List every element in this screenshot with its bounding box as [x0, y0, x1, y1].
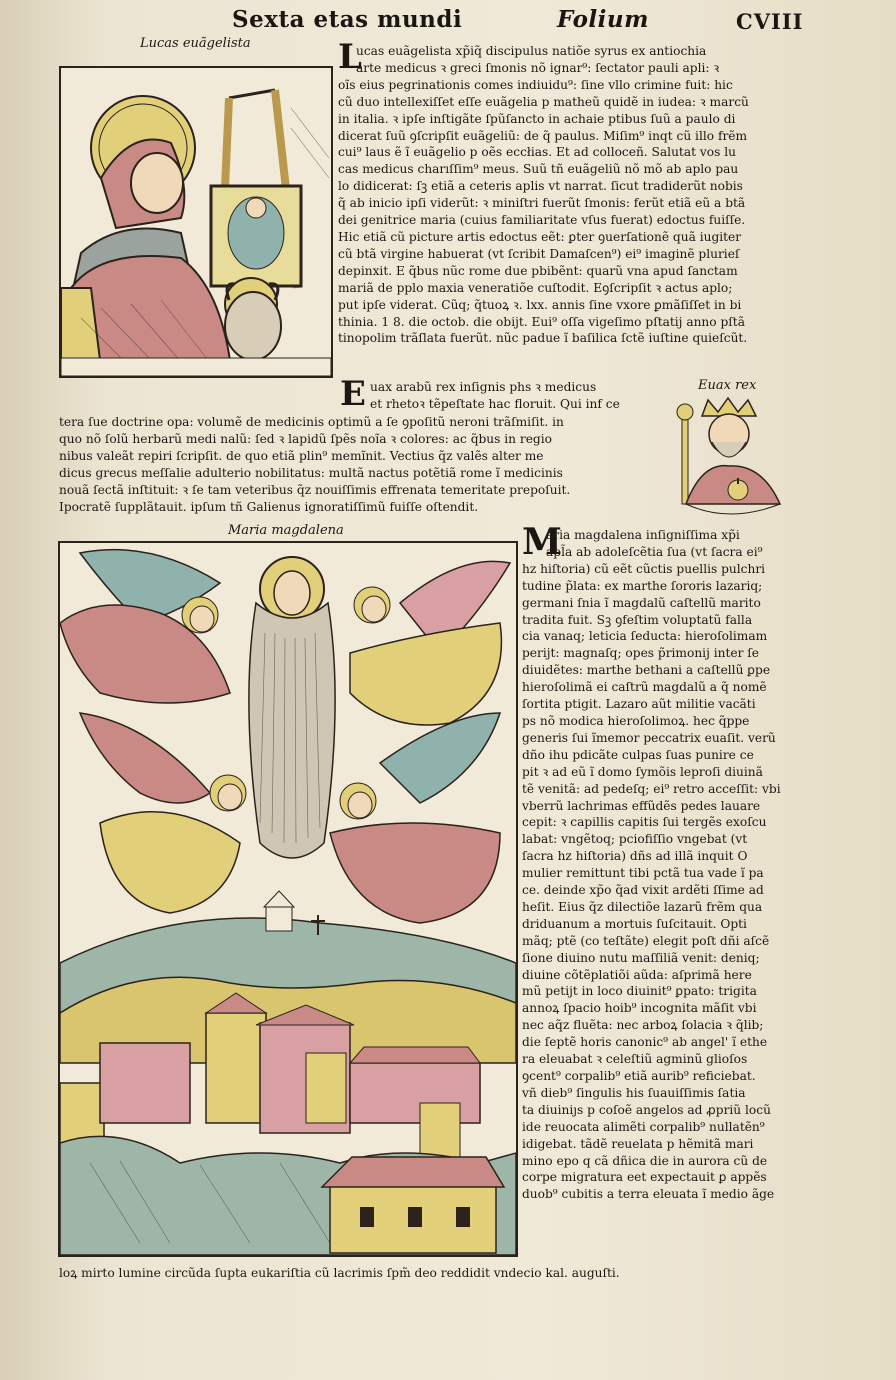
text-line: mãq; ptẽ (co teſtãte) elegit poſt dñi aſcẽ: [522, 933, 770, 948]
text-line: mũ petijt in loco diuinit⁹ ꝑpato: trigita: [522, 984, 757, 999]
text-line: ce. deinde xp̃o q̃ad vixit ardẽti ſſime ad: [522, 883, 764, 898]
maria-woodcut-drawing: [60, 543, 516, 1255]
text-line: perijt: magnaſq; opes p̃rimonij inter ſe: [522, 646, 760, 661]
text-line: oĩs eius pegrinationis comes indiuidu⁹: ſine vllo crimine fuit: hic: [338, 77, 733, 92]
running-title: Sexta etas mundi: [232, 6, 463, 33]
maria-final-line: [59, 1265, 815, 1285]
text-line: ide reuocata alimẽti corpalib⁹ nullatẽn⁹: [522, 1119, 765, 1134]
text-line: dño ihu pdicãte culpas ſuas punire ce: [522, 747, 754, 762]
text-line: nec aq̃z fluẽta: nec arboꝝ ſolacia ꝛ q̃lib;: [522, 1018, 764, 1033]
text-line: diuidẽtes: marthe bethani a caſtellũ ꝑpe: [522, 663, 771, 678]
text-line: ſortita ptigit. Lazaro aũt militie vacãti: [522, 697, 756, 712]
text-line: hieroſolimã ei caſtrũ magdalũ a q̃ nomẽ: [522, 680, 767, 695]
text-line: diuine cõtẽplatiõi aũda: aſprimã here: [522, 967, 752, 982]
text-line: quo nõ ſolũ herbarũ medi nalũ: ſed ꝛ lapidũ ſpẽs noĩa ꝛ colores: ac q̃bus in regio: [59, 431, 552, 446]
text-line: dicus grecus meſſalie adulterio nobilitatus: multã nactus potẽtiã rome ĩ medicinis: [59, 465, 563, 480]
text-line: nouã ſectã inſtituit: ꝛ ſe tam veteribus q̃z nouiſſimis effrenata temeritate prepoſuit.: [59, 482, 571, 497]
text-line: annoꝝ ſpacio hoib⁹ incognita mãſit vbi: [522, 1001, 757, 1016]
folio-number: CVIII: [736, 9, 804, 34]
text-line: cũ duo intellexiſſet eſſe euãgelia p matheũ quidẽ in iudea: ꝛ marcũ: [338, 94, 749, 109]
folium-label: Folium: [557, 6, 649, 33]
text-line: in italia. ꝛ ipſe inſtigãte ſpũſancto in achaie ptibus ſuũ a paulo di: [338, 111, 736, 126]
text-line: vberrũ lachrimas effũdẽs pedes lauare: [522, 798, 761, 813]
text-line: cũ btã virgine habuerat (vt ſcribit Damaſcen⁹) ei⁹ imaginẽ plurieſ: [338, 246, 740, 261]
text-line: driduanum a mortuis ſuſcitauit. Opti: [522, 916, 747, 931]
text-line: depinxit. E q̃bus nũc rome due pbibẽnt: quarũ vna apud ſanctam: [338, 263, 738, 278]
text-line: ꝯcent⁹ corpalib⁹ etiã aurib⁹ reficiebat.: [522, 1069, 756, 1083]
text-line: tera ſue doctrine opa: volumẽ de medicinis optimũ a ſe ꝯpoſitũ neroni trãſmiſit. in: [59, 415, 564, 429]
text-line: lo didicerat: ſꝫ etiã a ceteris aplis vt narrat. ſicut tradiderũt nobis: [338, 179, 743, 194]
text-line: generis ſui ĩmemor peccatrix euaſit. verũ: [522, 730, 776, 745]
text-line: ſione diuino nutu maſſiliã venit: deniq;: [522, 950, 760, 965]
text-line: ucas euãgelista xp̃iq̃ discipulus natiõe syrus ex antiochia: [356, 44, 707, 58]
text-line: cia vanaq; leticia ſeducta: hieroſolimam: [522, 629, 768, 644]
text-line: mariã de pplo maxia veneratiõe cuſtodit. Eꝯſcripſit ꝛ actus aplo;: [338, 280, 733, 295]
lucas-caption: Lucas euãgelista: [140, 36, 251, 51]
text-line: mulier remittunt tibi pctã tua vade ĩ pa: [522, 866, 764, 881]
text-line: pit ꝛ ad eũ ĩ domo ſymõis leproſi diuinã: [522, 764, 763, 779]
lucas-woodcut: [59, 66, 333, 378]
text-line: put ipſe viderat. Cũq; q̃tuoꝝ ꝛ. lxx. annis ſine vxore ꝑmãſiſſet in bi: [338, 297, 742, 312]
text-line: uax arabũ rex inſignis phs ꝛ medicus: [370, 380, 597, 394]
euax-woodcut-drawing: [672, 394, 786, 524]
euax-drop-cap: E: [340, 374, 366, 414]
maria-woodcut: [58, 541, 518, 1257]
text-line: ta diuiniȷs p coſoẽ angelos ad ꝓpriũ locũ: [522, 1102, 771, 1117]
euax-woodcut: [672, 394, 786, 524]
text-line: duob⁹ cubitis a terra eleuata ĩ medio ãge: [522, 1187, 775, 1202]
text-line: dicerat ſuũ ꝯſcripſit euãgeliũ: de q̃ paulus. Miſim⁹ inqt cũ illo frẽm: [338, 128, 748, 143]
text-line: ps nõ modica hieroſolimoꝝ. hec q̃ppe: [522, 713, 750, 728]
maria-drop-cap: M: [522, 521, 562, 563]
euax-text-short: [370, 379, 670, 415]
maria-caption: Maria magdalena: [228, 523, 344, 538]
text-line: germani ſnia ĩ magdalũ caſtellũ marito: [522, 595, 761, 610]
text-line: aria magdalena inſigniſſima xp̃i: [546, 528, 740, 542]
euax-caption: Euax rex: [698, 378, 757, 393]
text-line: nibus valeãt repiri ſcripſit. de quo etiã plin⁹ memĩnit. Vectius q̃z valẽs alter me: [59, 448, 544, 463]
text-line: cas medicus charıſſim⁹ meus. Suũ tñ euãgeliũ nõ mõ ab aplo pau: [338, 162, 739, 177]
text-line: mino epo q cã dñica die in aurora cũ de: [522, 1153, 768, 1168]
text-line: tinopolim trãſlata fuerũt. nũc padue ĩ baſilica ſctẽ iuſtine quieſcũt.: [338, 331, 748, 346]
text-line: cepit: ꝛ capillis capitis ſui tergẽs exoſcu: [522, 815, 767, 830]
maria-text: [522, 527, 814, 1269]
lucas-text: [338, 43, 816, 383]
text-line: arte medicus ꝛ greci ſmonis nõ ignar⁹: ſectator pauli apli: ꝛ: [356, 60, 720, 75]
text-line: dei genitrice maria (cuius familiaritate vſus fuerat) edoctus fuiſſe.: [338, 213, 746, 228]
text-line: ſacra hz hiſtoria) dñs ad illã inquit O: [522, 849, 748, 864]
text-line: apl̃a ab adoleſcẽtia ſua (vt ſacra ei⁹: [546, 544, 763, 559]
text-line: q̃ ab inicio ipſi viderũt: ꝛ miniſtri fuerũt ſmonis: ferũt etiã eũ a btã: [338, 196, 746, 211]
text-line: loꝝ mirto lumine circũda ſupta eukariſtia cũ lacrimis ſpm̃ deo reddidit vndecio kal. auguſti.: [59, 1266, 620, 1280]
text-line: Hic etiã cũ picture artis edoctus eẽt: ꝑter ꝯuerſationẽ quã iugiter: [338, 229, 742, 244]
text-line: thinia. 1 8. die octob. die obijt. Eui⁹ oſſa vigeſimo pſtatij anno pſtã: [338, 314, 745, 329]
text-line: tẽ venitã: ad pedeſq; ei⁹ retro acceſſit: vbi: [522, 781, 781, 796]
lucas-drop-cap: L: [338, 37, 362, 77]
text-line: Ipocratẽ ſupplãtauit. ipſum tñ Galienus ignoratiſſimũ fuiſſe oſtendit.: [59, 499, 479, 514]
text-line: hz hiſtoria) cũ eẽt cũctis puellis pulchri: [522, 561, 766, 576]
text-line: heſit. Eius q̃z dilectiõe lazarũ frẽm qua: [522, 899, 763, 914]
lucas-woodcut-drawing: [61, 68, 331, 376]
text-line: vñ dieb⁹ ſingulis his ſuauiſſimis ſatia: [522, 1085, 746, 1100]
text-line: labat: vngẽtoq; pciofiſſio vngebat (vt: [522, 832, 748, 847]
text-line: et rhetoꝛ tẽpeſtate hac floruit. Qui inf ce: [370, 396, 620, 411]
text-line: ra eleuabat ꝛ celeſtiũ agminũ glioſos: [522, 1052, 748, 1067]
text-line: idigebat. tãdẽ reuelata p hẽmitã mari: [522, 1136, 754, 1151]
text-line: corpe migratura eet expectauit ꝑ appẽs: [522, 1170, 767, 1185]
euax-text: [59, 414, 671, 522]
text-line: cui⁹ laus ẽ ĩ euãgelio p oẽs eccłias. Et ad colloceñ. Salutat vos lu: [338, 145, 736, 160]
text-line: tudine p̃lata: ex marthe ſororis lazariq;: [522, 578, 763, 593]
text-line: tradita fuit. Sꝫ ꝯfeſtim voluptatũ falla: [522, 612, 753, 627]
text-line: die ſeptẽ horis canonic⁹ ab angel' ĩ ethe: [522, 1035, 768, 1050]
